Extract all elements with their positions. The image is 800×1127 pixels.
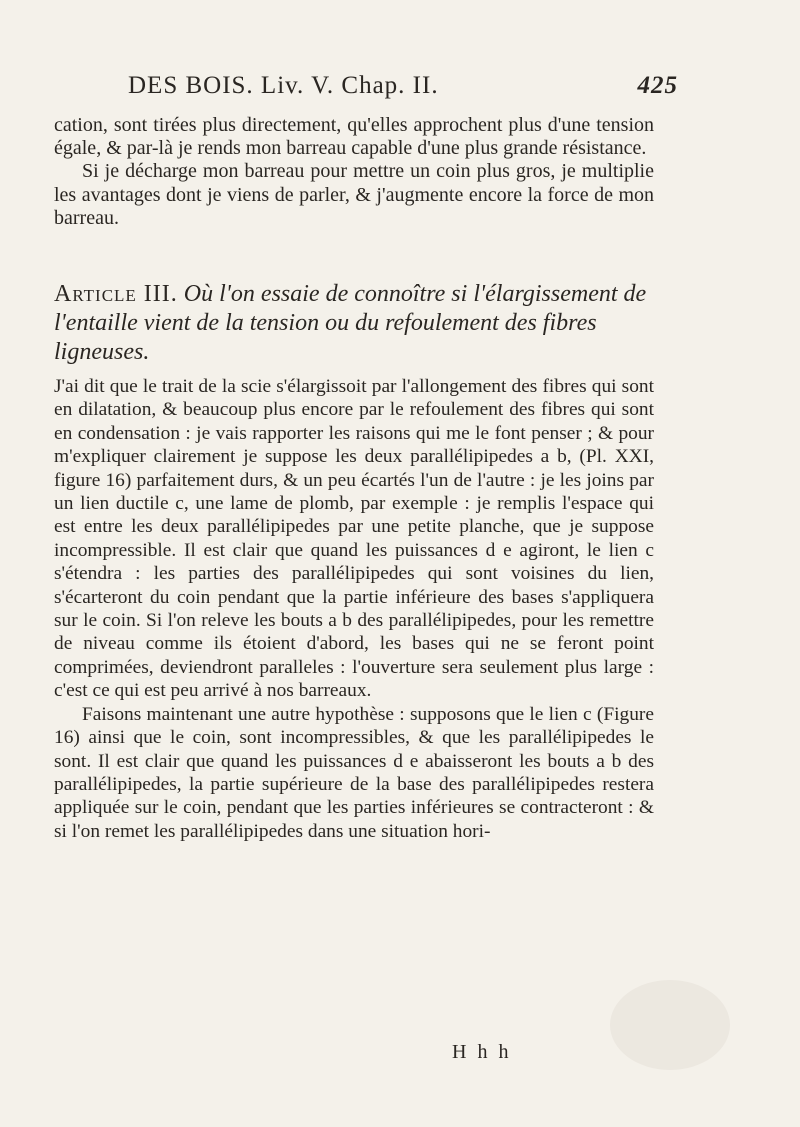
article-body [54,375,654,843]
paragraph-continued: cation, sont tirées plus directement, qu'elles approchent plus d'une tension égale, & par-là je rends mon barreau capable d'une plus grande résistance. [54,114,654,160]
page-number: 425 [637,72,678,99]
opening-text [54,114,654,230]
body-paragraph-2: Faisons maintenant une autre hypothèse : supposons que le lien c (Figure 16) ainsi que le coin, sont incompressibles, & que les parallélipipedes le sont. Il est clair que quand les puissances d e abaisseront les bouts a b des parallélipipedes, la partie supérieure de la base des parallélipipedes restera appliquée sur le coin, pendant que les parties inférieures se contracteront : & si l'on remet les parallélipipedes dans une situation hori- [54,703,654,842]
body-paragraph-1: J'ai dit que le trait de la scie s'élargissoit par l'allongement des fibres qui sont en dilatation, & beaucoup plus encore par le refoulement des fibres qui sont en condensation : je vais rapporter les raisons qui me le font penser ; & pour m'expliquer clairement je suppose les deux parallélipipedes a b, (Pl. XXI, figure 16) parfaitement durs, & un peu écartés l'un de l'autre : je les joins par un lien ductile c, une lame de plomb, par exemple : je remplis l'espace qui est entre les deux parallélipipedes par une petite planche, que je suppose incompressible. Il est clair que quand les puissances d e agiront, le lien c s'étendra : les parties des parallélipipedes qui sont voisines du lien, s'écarteront du coin pendant que la partie inférieure des bases s'appliquera sur le coin. Si l'on releve les bouts a b des parallélipipedes, pour les remettre de niveau comme ils étoient d'abord, les bases qui ne se feront point comprimées, deviendront paralleles : l'ouverture sera seulement plus large : c'est ce qui est peu arrivé à nos barreaux. [54,376,654,702]
paragraph-second: Si je décharge mon barreau pour mettre un coin plus gros, je multiplie les avantages dont je viens de parler, & j'augmente encore la force de mon barreau. [54,160,654,229]
running-title: DES BOIS. Liv. V. Chap. II. [128,72,439,99]
article-heading [54,280,654,367]
running-header [128,72,678,112]
signature-mark: H h h [452,1041,512,1063]
article-title: Où l'on essaie de connoître si l'élargissement de l'entaille vient de la tension ou du refoulement des fibres ligneuses. [54,281,647,365]
paper-stain [610,980,730,1070]
article-number: Article III. [54,281,178,307]
